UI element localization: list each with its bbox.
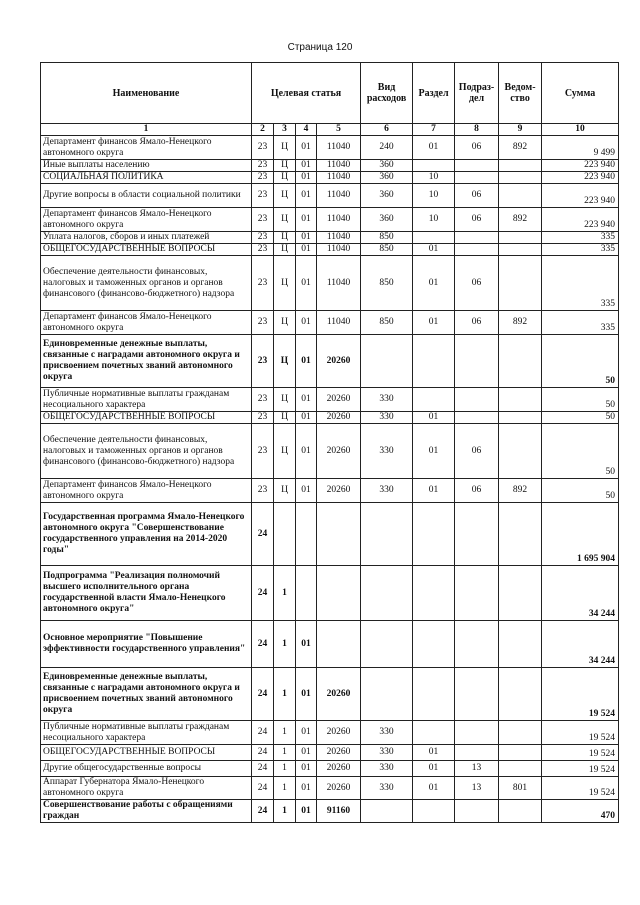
row-code — [499, 184, 542, 208]
row-code: 91160 — [317, 800, 361, 823]
table-row — [41, 311, 619, 335]
row-code: 850 — [361, 232, 413, 244]
row-code — [413, 160, 455, 172]
row-code: 20260 — [317, 761, 361, 777]
table-row — [41, 668, 619, 721]
row-code — [499, 412, 542, 424]
col-number: 2 — [252, 124, 274, 136]
col-number: 4 — [296, 124, 317, 136]
row-code: 01 — [296, 172, 317, 184]
row-code: 850 — [361, 256, 413, 311]
row-amount: 470 — [542, 800, 619, 823]
row-code: 01 — [296, 311, 317, 335]
row-code: 01 — [413, 311, 455, 335]
row-code: 11040 — [317, 208, 361, 232]
row-amount: 50 — [542, 479, 619, 503]
row-name: Подпрограмма "Реализация полномочий высшего исполнительного органа государственной власти Ямало-Ненецкого автономного округа" — [41, 566, 252, 621]
table-row — [41, 412, 619, 424]
row-code: 330 — [361, 424, 413, 479]
row-code: 01 — [296, 424, 317, 479]
row-code: 01 — [296, 800, 317, 823]
table-row — [41, 800, 619, 823]
row-amount: 335 — [542, 256, 619, 311]
row-code: 24 — [252, 800, 274, 823]
row-code: 24 — [252, 668, 274, 721]
row-code: 13 — [455, 761, 499, 777]
row-code: 06 — [455, 424, 499, 479]
row-name: Государственная программа Ямало-Ненецкого автономного округа "Совершенствование государственного управления на 2014-2020 годы" — [41, 503, 252, 566]
row-code: 06 — [455, 184, 499, 208]
row-code — [455, 412, 499, 424]
row-code: Ц — [274, 424, 296, 479]
row-amount: 50 — [542, 412, 619, 424]
row-code: 892 — [499, 208, 542, 232]
row-code — [317, 621, 361, 668]
row-code — [413, 503, 455, 566]
row-code: 24 — [252, 503, 274, 566]
row-code — [361, 800, 413, 823]
row-amount: 223 940 — [542, 208, 619, 232]
table-row — [41, 721, 619, 745]
table-row — [41, 160, 619, 172]
table-row — [41, 745, 619, 761]
row-code — [455, 668, 499, 721]
row-code — [455, 172, 499, 184]
row-code — [455, 721, 499, 745]
row-code: Ц — [274, 479, 296, 503]
col-number: 7 — [413, 124, 455, 136]
row-code: 330 — [361, 745, 413, 761]
column-number-row — [41, 124, 619, 136]
row-name: СОЦИАЛЬНАЯ ПОЛИТИКА — [41, 172, 252, 184]
row-code: 23 — [252, 208, 274, 232]
row-code: 01 — [413, 424, 455, 479]
table-row — [41, 244, 619, 256]
row-code: 850 — [361, 244, 413, 256]
row-amount: 223 940 — [542, 184, 619, 208]
row-code — [413, 721, 455, 745]
table-row — [41, 335, 619, 388]
row-code: 01 — [296, 761, 317, 777]
row-code: 20260 — [317, 745, 361, 761]
col-header-section: Раздел — [413, 63, 455, 124]
row-name: Единовременные денежные выплаты, связанные с наградами автономного округа и присвоением почетных званий автономного округа — [41, 668, 252, 721]
row-amount: 335 — [542, 232, 619, 244]
row-code: 892 — [499, 479, 542, 503]
row-code — [455, 160, 499, 172]
row-code: 23 — [252, 412, 274, 424]
row-name: Единовременные денежные выплаты, связанные с наградами автономного округа и присвоением почетных званий автономного округа — [41, 335, 252, 388]
row-code: 20260 — [317, 668, 361, 721]
row-code: 01 — [296, 244, 317, 256]
row-amount: 9 499 — [542, 136, 619, 160]
table-row — [41, 503, 619, 566]
row-code — [413, 232, 455, 244]
row-code: 01 — [413, 136, 455, 160]
row-code: 330 — [361, 388, 413, 412]
row-code: 360 — [361, 172, 413, 184]
col-number: 6 — [361, 124, 413, 136]
row-code: 24 — [252, 721, 274, 745]
table-row — [41, 479, 619, 503]
row-amount: 335 — [542, 244, 619, 256]
row-code: 01 — [413, 412, 455, 424]
row-code — [413, 388, 455, 412]
row-code: 01 — [296, 208, 317, 232]
table-row — [41, 172, 619, 184]
table-row — [41, 761, 619, 777]
row-code: 330 — [361, 721, 413, 745]
row-code: 23 — [252, 232, 274, 244]
col-number: 8 — [455, 124, 499, 136]
row-code: 06 — [455, 311, 499, 335]
row-code: Ц — [274, 256, 296, 311]
row-code — [499, 172, 542, 184]
row-code: 330 — [361, 479, 413, 503]
row-code — [499, 800, 542, 823]
row-code — [361, 335, 413, 388]
row-name: Другие общегосударственные вопросы — [41, 761, 252, 777]
row-code — [499, 256, 542, 311]
row-code: 1 — [274, 621, 296, 668]
row-code — [499, 668, 542, 721]
row-code — [317, 566, 361, 621]
row-name: Департамент финансов Ямало-Ненецкого автономного округа — [41, 479, 252, 503]
row-name: Публичные нормативные выплаты гражданам несоциального характера — [41, 721, 252, 745]
row-code — [317, 503, 361, 566]
col-header-amount: Сумма — [542, 63, 619, 124]
table-row — [41, 184, 619, 208]
row-code: 20260 — [317, 388, 361, 412]
row-code: 01 — [296, 160, 317, 172]
row-code — [413, 335, 455, 388]
page-label: Страница 120 — [287, 42, 353, 53]
row-name: Иные выплаты населению — [41, 160, 252, 172]
row-code: Ц — [274, 335, 296, 388]
row-name: Департамент финансов Ямало-Ненецкого автономного округа — [41, 136, 252, 160]
col-number: 1 — [41, 124, 252, 136]
row-name: Основное мероприятие "Повышение эффективности государственного управления" — [41, 621, 252, 668]
row-name: ОБЩЕГОСУДАРСТВЕННЫЕ ВОПРОСЫ — [41, 412, 252, 424]
col-header-name: Наименование — [41, 63, 252, 124]
row-code: 330 — [361, 761, 413, 777]
row-code: 01 — [413, 244, 455, 256]
row-code: 10 — [413, 172, 455, 184]
row-code: Ц — [274, 244, 296, 256]
row-code: Ц — [274, 208, 296, 232]
row-amount: 34 244 — [542, 566, 619, 621]
table-row — [41, 136, 619, 160]
row-code — [455, 388, 499, 412]
row-code — [455, 232, 499, 244]
row-code — [455, 503, 499, 566]
row-code: 11040 — [317, 244, 361, 256]
row-code — [499, 503, 542, 566]
row-code: Ц — [274, 412, 296, 424]
row-code — [499, 424, 542, 479]
row-code: 23 — [252, 424, 274, 479]
col-number: 5 — [317, 124, 361, 136]
row-code: 01 — [296, 745, 317, 761]
row-code — [413, 668, 455, 721]
row-name: ОБЩЕГОСУДАРСТВЕННЫЕ ВОПРОСЫ — [41, 244, 252, 256]
row-code: 01 — [296, 184, 317, 208]
row-code: 20260 — [317, 721, 361, 745]
header-row — [41, 63, 619, 124]
table-row — [41, 208, 619, 232]
row-code: 13 — [455, 777, 499, 800]
row-code — [499, 335, 542, 388]
row-code: 23 — [252, 335, 274, 388]
row-code: 360 — [361, 160, 413, 172]
row-amount: 50 — [542, 388, 619, 412]
row-name: Обеспечение деятельности финансовых, налоговых и таможенных органов и органов финансового (финансово-бюджетного) надзора — [41, 424, 252, 479]
row-code: 06 — [455, 479, 499, 503]
row-code: 1 — [274, 777, 296, 800]
row-code — [455, 745, 499, 761]
row-amount: 1 695 904 — [542, 503, 619, 566]
row-amount: 50 — [542, 335, 619, 388]
row-amount: 223 940 — [542, 160, 619, 172]
row-amount: 223 940 — [542, 172, 619, 184]
row-code: 23 — [252, 256, 274, 311]
row-code — [499, 388, 542, 412]
row-code: 1 — [274, 745, 296, 761]
row-code: 20260 — [317, 335, 361, 388]
row-code: Ц — [274, 388, 296, 412]
row-code: 06 — [455, 256, 499, 311]
row-code: 1 — [274, 668, 296, 721]
row-code: 01 — [296, 232, 317, 244]
table-row — [41, 621, 619, 668]
table-body — [41, 136, 619, 823]
row-code — [361, 503, 413, 566]
row-code: 360 — [361, 184, 413, 208]
row-amount: 19 524 — [542, 721, 619, 745]
table-row — [41, 566, 619, 621]
row-code: 11040 — [317, 311, 361, 335]
row-name: Департамент финансов Ямало-Ненецкого автономного округа — [41, 208, 252, 232]
table-row — [41, 232, 619, 244]
row-code — [499, 232, 542, 244]
row-code — [455, 244, 499, 256]
row-name: Аппарат Губернатора Ямало-Ненецкого автономного округа — [41, 777, 252, 800]
row-code — [499, 745, 542, 761]
row-code — [499, 721, 542, 745]
row-code — [413, 566, 455, 621]
row-code — [413, 800, 455, 823]
row-code: 1 — [274, 800, 296, 823]
col-header-subsection: Подраз-дел — [455, 63, 499, 124]
row-code — [361, 668, 413, 721]
row-code: 20260 — [317, 479, 361, 503]
row-code: 06 — [455, 208, 499, 232]
row-code — [296, 566, 317, 621]
row-code: 24 — [252, 761, 274, 777]
row-amount: 19 524 — [542, 745, 619, 761]
row-code: 01 — [296, 721, 317, 745]
row-code: 01 — [296, 479, 317, 503]
row-code: Ц — [274, 311, 296, 335]
table-row — [41, 777, 619, 800]
row-code — [361, 566, 413, 621]
row-code — [413, 621, 455, 668]
row-code: 01 — [413, 777, 455, 800]
row-code: 11040 — [317, 184, 361, 208]
row-code: 10 — [413, 208, 455, 232]
row-code: 330 — [361, 412, 413, 424]
row-name: Другие вопросы в области социальной политики — [41, 184, 252, 208]
row-code — [455, 335, 499, 388]
row-code: 20260 — [317, 777, 361, 800]
row-code: 23 — [252, 160, 274, 172]
row-code: 01 — [296, 256, 317, 311]
table-row — [41, 256, 619, 311]
row-name: ОБЩЕГОСУДАРСТВЕННЫЕ ВОПРОСЫ — [41, 745, 252, 761]
row-code: 10 — [413, 184, 455, 208]
row-code: 01 — [296, 668, 317, 721]
row-code: Ц — [274, 136, 296, 160]
row-name: Обеспечение деятельности финансовых, налоговых и таможенных органов и органов финансового (финансово-бюджетного) надзора — [41, 256, 252, 311]
row-code: 1 — [274, 761, 296, 777]
row-code: 801 — [499, 777, 542, 800]
row-code: 01 — [296, 412, 317, 424]
row-code — [499, 761, 542, 777]
row-code: 23 — [252, 184, 274, 208]
row-code: 11040 — [317, 172, 361, 184]
col-header-expense-type: Вид расходов — [361, 63, 413, 124]
row-code: Ц — [274, 232, 296, 244]
row-code: 23 — [252, 311, 274, 335]
row-code: 11040 — [317, 232, 361, 244]
row-amount: 19 524 — [542, 761, 619, 777]
row-code: 24 — [252, 566, 274, 621]
row-code: 01 — [413, 479, 455, 503]
col-header-target: Целевая статья — [252, 63, 361, 124]
budget-table — [40, 62, 619, 823]
row-amount: 335 — [542, 311, 619, 335]
row-code: 892 — [499, 311, 542, 335]
row-code — [455, 621, 499, 668]
row-code: 892 — [499, 136, 542, 160]
row-code: 06 — [455, 136, 499, 160]
col-number: 10 — [542, 124, 619, 136]
row-code: 20260 — [317, 412, 361, 424]
row-code: 11040 — [317, 160, 361, 172]
row-code: 23 — [252, 479, 274, 503]
row-code: 1 — [274, 566, 296, 621]
row-name: Департамент финансов Ямало-Ненецкого автономного округа — [41, 311, 252, 335]
row-code: 11040 — [317, 256, 361, 311]
row-code: 01 — [413, 761, 455, 777]
col-number: 9 — [499, 124, 542, 136]
row-code: 330 — [361, 777, 413, 800]
row-code: 850 — [361, 311, 413, 335]
row-code: 01 — [296, 388, 317, 412]
row-code: Ц — [274, 160, 296, 172]
col-number: 3 — [274, 124, 296, 136]
row-code: 23 — [252, 172, 274, 184]
row-code: 01 — [296, 777, 317, 800]
row-name: Совершенствование работы с обращениями граждан — [41, 800, 252, 823]
row-name: Уплата налогов, сборов и иных платежей — [41, 232, 252, 244]
row-code: 11040 — [317, 136, 361, 160]
row-amount: 19 524 — [542, 668, 619, 721]
row-code: 20260 — [317, 424, 361, 479]
row-name: Публичные нормативные выплаты гражданам несоциального характера — [41, 388, 252, 412]
row-code — [499, 160, 542, 172]
row-code: 01 — [296, 621, 317, 668]
row-code: 01 — [413, 745, 455, 761]
row-code: Ц — [274, 172, 296, 184]
row-code: 240 — [361, 136, 413, 160]
row-code: 23 — [252, 136, 274, 160]
row-code: 1 — [274, 721, 296, 745]
row-code: 24 — [252, 777, 274, 800]
row-code — [274, 503, 296, 566]
row-code — [455, 800, 499, 823]
row-code — [499, 566, 542, 621]
row-amount: 50 — [542, 424, 619, 479]
row-code: 360 — [361, 208, 413, 232]
row-code: 24 — [252, 745, 274, 761]
row-code: 01 — [413, 256, 455, 311]
row-code — [296, 503, 317, 566]
row-code — [455, 566, 499, 621]
row-code — [499, 621, 542, 668]
row-code: 23 — [252, 388, 274, 412]
row-amount: 34 244 — [542, 621, 619, 668]
col-header-department: Ведом-ство — [499, 63, 542, 124]
row-code: 23 — [252, 244, 274, 256]
row-code: 24 — [252, 621, 274, 668]
row-amount: 19 524 — [542, 777, 619, 800]
table-row — [41, 424, 619, 479]
row-code — [361, 621, 413, 668]
row-code — [499, 244, 542, 256]
row-code: 01 — [296, 136, 317, 160]
table-row — [41, 388, 619, 412]
row-code: Ц — [274, 184, 296, 208]
row-code: 01 — [296, 335, 317, 388]
